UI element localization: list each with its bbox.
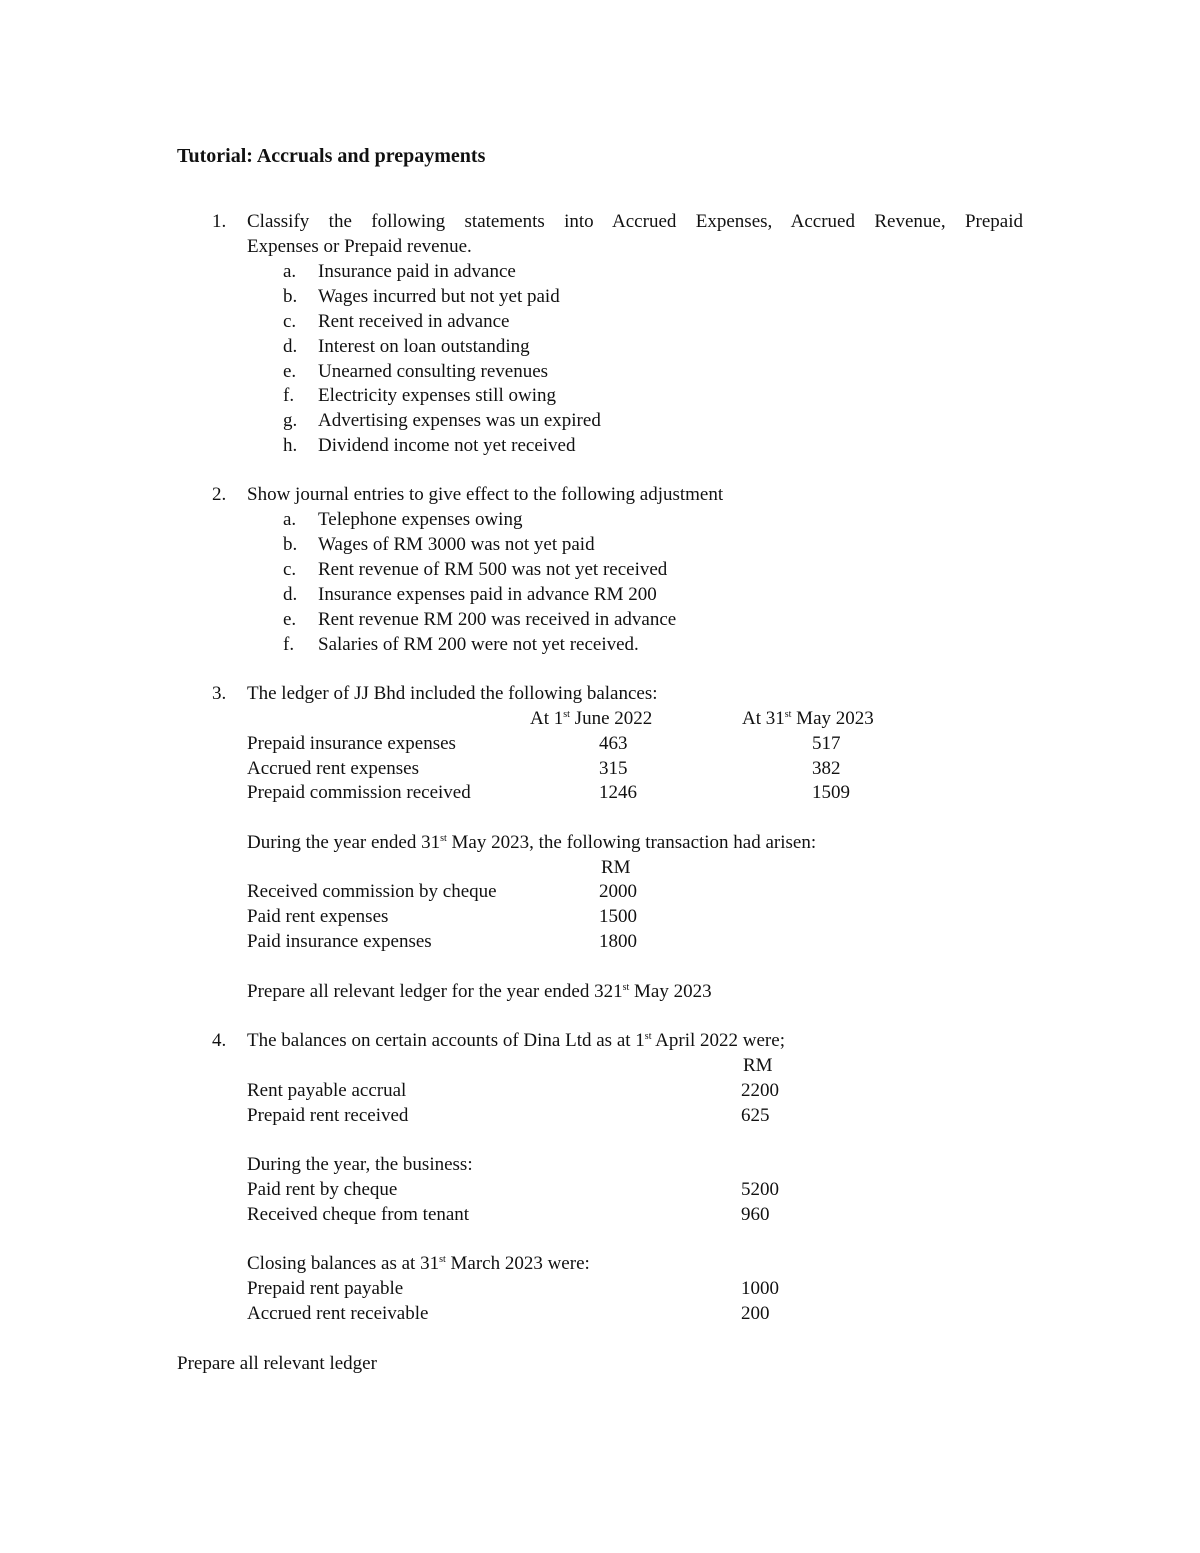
balance-value: 463: [599, 733, 628, 754]
column-header-rm: RM: [601, 857, 631, 878]
balance-label: Rent payable accrual: [247, 1080, 407, 1101]
balance-label: Prepaid rent payable: [247, 1278, 404, 1299]
list-item: Dividend income not yet received: [318, 435, 576, 456]
transaction-value: 1800: [599, 931, 637, 952]
transaction-label: Received cheque from tenant: [247, 1204, 470, 1225]
question-text: Classify the following statements into Accrued Expenses, Accrued Revenue, Prepaid: [247, 211, 1023, 232]
item-letter: g.: [283, 410, 298, 431]
transaction-label: Paid rent expenses: [247, 906, 389, 927]
item-letter: c.: [283, 311, 297, 332]
instruction: Prepare all relevant ledger for the year ended 321st May 2023: [247, 981, 712, 1002]
question-text: The ledger of JJ Bhd included the following balances:: [247, 683, 658, 704]
item-letter: b.: [283, 286, 298, 307]
item-letter: a.: [283, 261, 297, 282]
final-instruction: Prepare all relevant ledger: [177, 1353, 377, 1374]
item-letter: f.: [283, 634, 295, 655]
question-number: 4.: [212, 1030, 227, 1051]
item-letter: c.: [283, 559, 297, 580]
balance-value: 382: [812, 758, 841, 779]
page-title: Tutorial: Accruals and prepayments: [177, 145, 486, 167]
question-number: 1.: [212, 211, 227, 232]
list-item: Wages of RM 3000 was not yet paid: [318, 534, 595, 555]
transaction-label: Paid insurance expenses: [247, 931, 432, 952]
item-letter: f.: [283, 385, 295, 406]
item-letter: h.: [283, 435, 298, 456]
transaction-label: Paid rent by cheque: [247, 1179, 398, 1200]
transaction-label: Received commission by cheque: [247, 881, 497, 902]
list-item: Salaries of RM 200 were not yet received.: [318, 634, 639, 655]
item-letter: d.: [283, 336, 298, 357]
balance-label: Prepaid rent received: [247, 1105, 409, 1126]
list-item: Interest on loan outstanding: [318, 336, 530, 357]
section-label: Closing balances as at 31st March 2023 were:: [247, 1253, 590, 1274]
transaction-value: 1500: [599, 906, 637, 927]
list-item: Rent received in advance: [318, 311, 510, 332]
list-item: Rent revenue of RM 500 was not yet received: [318, 559, 668, 580]
paragraph: During the year ended 31st May 2023, the following transaction had arisen:: [247, 832, 817, 853]
transaction-value: 960: [741, 1204, 770, 1225]
item-letter: e.: [283, 361, 297, 382]
balance-value: 200: [741, 1303, 770, 1324]
transaction-value: 5200: [741, 1179, 779, 1200]
list-item: Telephone expenses owing: [318, 509, 523, 530]
section-label: During the year, the business:: [247, 1154, 473, 1175]
item-letter: e.: [283, 609, 297, 630]
balance-value: 1000: [741, 1278, 779, 1299]
balance-label: Accrued rent receivable: [247, 1303, 429, 1324]
balance-value: 1246: [599, 782, 637, 803]
balance-value: 315: [599, 758, 628, 779]
column-header-rm: RM: [743, 1055, 773, 1076]
list-item: Wages incurred but not yet paid: [318, 286, 560, 307]
balance-label: Prepaid insurance expenses: [247, 733, 456, 754]
question-number: 3.: [212, 683, 227, 704]
question-text: Show journal entries to give effect to the following adjustment: [247, 484, 724, 505]
balance-value: 625: [741, 1105, 770, 1126]
item-letter: b.: [283, 534, 298, 555]
list-item: Rent revenue RM 200 was received in advance: [318, 609, 677, 630]
column-header-opening: At 1st June 2022: [530, 708, 653, 729]
balance-label: Prepaid commission received: [247, 782, 471, 803]
balance-value: 2200: [741, 1080, 779, 1101]
balance-value: 517: [812, 733, 841, 754]
list-item: Unearned consulting revenues: [318, 361, 549, 382]
column-header-closing: At 31st May 2023: [742, 708, 874, 729]
question-number: 2.: [212, 484, 227, 505]
item-letter: d.: [283, 584, 298, 605]
transaction-value: 2000: [599, 881, 637, 902]
list-item: Insurance paid in advance: [318, 261, 516, 282]
list-item: Insurance expenses paid in advance RM 200: [318, 584, 657, 605]
balance-value: 1509: [812, 782, 850, 803]
list-item: Advertising expenses was un expired: [318, 410, 601, 431]
item-letter: a.: [283, 509, 297, 530]
question-text: The balances on certain accounts of Dina Ltd as at 1st April 2022 were;: [247, 1030, 785, 1051]
balance-label: Accrued rent expenses: [247, 758, 419, 779]
question-text: Expenses or Prepaid revenue.: [247, 236, 472, 257]
list-item: Electricity expenses still owing: [318, 385, 556, 406]
